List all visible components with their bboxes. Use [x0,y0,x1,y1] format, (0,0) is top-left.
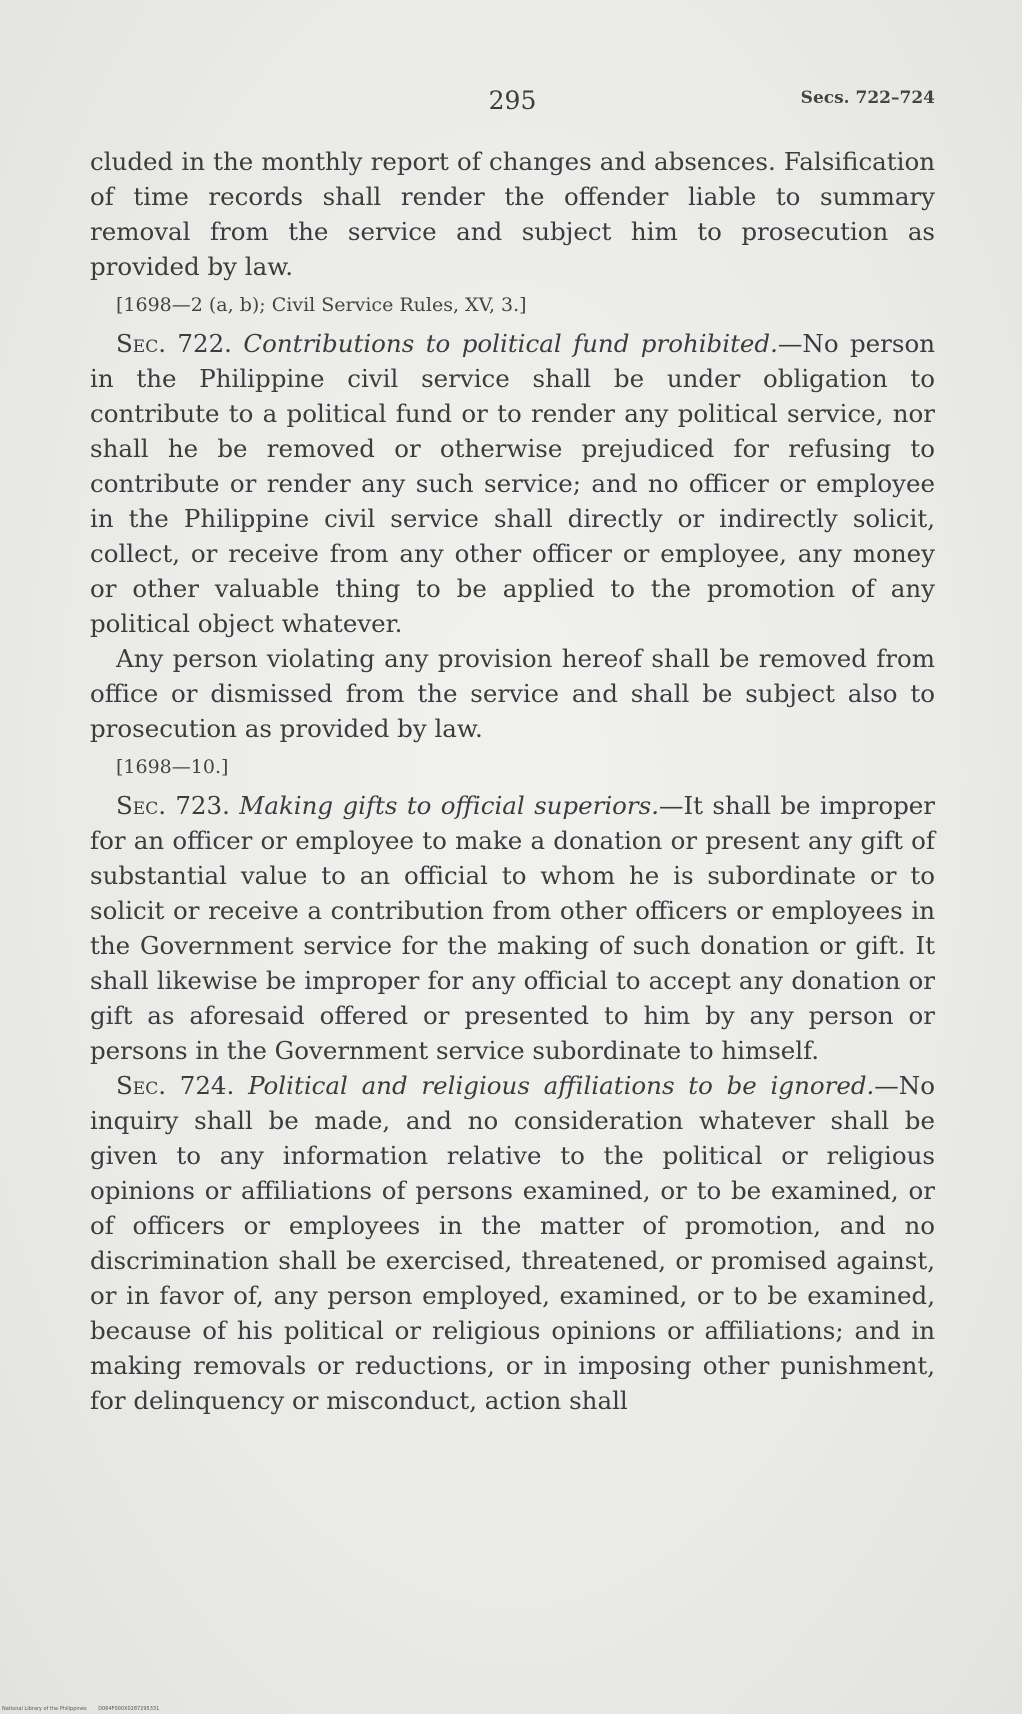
section-label: Sec. 724. [116,1071,235,1100]
page-header [90,84,935,120]
citation: [1698—10.] [116,756,229,778]
section-body: —It shall be improper for an officer or employee to make a donation or present any gift of substantial value to an official to whom he is subordinate or to solicit or receive a contribution from other officers or employees in the Government service for the making of such donation or gift. It shall likewise be improper for any official to accept any donation or gift as aforesaid offered or presented to him by any person or persons in the Government service subordinate to himself. [90,791,935,1065]
section-title: Political and religious affiliations to be ignored. [248,1071,875,1100]
section-label: Sec. 723. [116,791,230,820]
paragraph: cluded in the monthly report of changes and absences. Falsification of time records shall render the offender liable to summary removal from the service and subject him to prosecution as provided by law. [90,147,935,281]
footer-identifier: D064F000X0287295331 [98,1706,160,1712]
paragraph: Any person violating any provision hereof shall be removed from office or dismissed from the service and shall be subject also to prosecution as provided by law. [90,644,935,743]
section-range: Secs. 722–724 [800,88,935,108]
body-text [90,144,935,1418]
section-body: —No inquiry shall be made, and no consideration whatever shall be given to any information relative to the political or religious opinions or affiliations of persons examined, or to be examined, or of officers or employees in the matter of promotion, and no discrimination shall be exercised, threatened, or promised against, or in favor of, any person employed, examined, or to be examined, because of his political or religious opinions or affiliations; and in making removals or reductions, or in imposing other punishment, for delinquency or misconduct, action shall [90,1071,935,1415]
section-body: —No person in the Philippine civil service shall be under obligation to contribute to a political fund or to render any political service, nor shall he be removed or otherwise prejudiced for refusing to contribute or render any such service; and no officer or employee in the Philippine civil service shall directly or indirectly solicit, collect, or receive from any other officer or employee, any money or other valuable thing to be applied to the promotion of any political object whatever. [90,329,935,638]
section-title: Contributions to political fund prohibited. [243,329,778,358]
section-label: Sec. 722. [116,329,232,358]
page-number: 295 [488,86,537,115]
citation: [1698—2 (a, b); Civil Service Rules, XV, 3.] [116,294,527,316]
section-724 [90,1068,935,1418]
footer-source: National Library of the Philippines [2,1706,87,1712]
section-title: Making gifts to official superiors. [239,791,659,820]
section-722 [90,326,935,641]
scan-footer [2,1706,169,1712]
section-723 [90,788,935,1068]
